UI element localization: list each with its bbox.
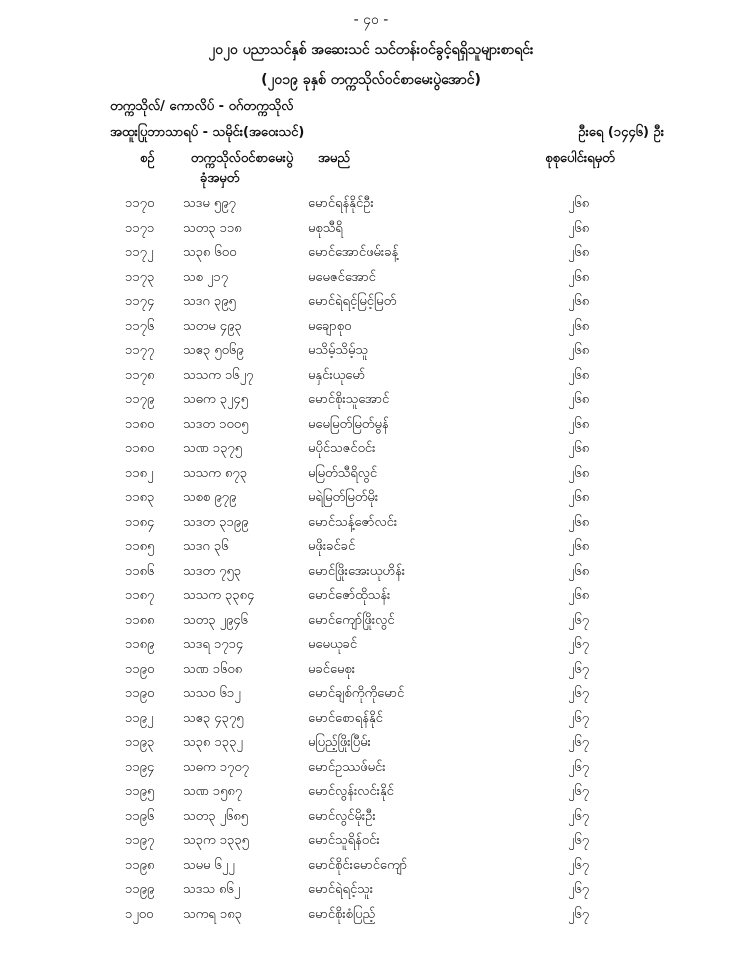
total-score: ၂၆၇ [568, 710, 590, 726]
table-row [0, 195, 742, 220]
total-score: ၂၆၇ [568, 808, 590, 824]
roll-number: သဒတ ၇၅၃ [183, 563, 242, 579]
table-row [0, 832, 742, 857]
total-score: ၂၆၈ [568, 392, 590, 407]
table-row [0, 391, 742, 416]
row-number: ၁၁၉၂ [125, 710, 154, 726]
student-name: မောင်စိုးသူအောင် [308, 392, 390, 407]
student-name: မောင်လွင်မိုးဦး [308, 808, 376, 824]
student-name: မောင်လွန်းလင်းနိုင် [308, 784, 394, 799]
document-title: ၂၀၂၀ ပညာသင်နှစ် အဆေးသင် သင်တန်းဝင်ခွင့်ရရှိသူများစာရင်း [208, 42, 534, 58]
student-name: မောင်စိုးစံပြည့် [308, 906, 376, 922]
row-number: ၁၁၈၉ [125, 637, 155, 652]
total-score: ၂၆၈ [568, 416, 590, 432]
student-name: မောင်ရဲရင့်မြင့်မြတ် [308, 294, 397, 309]
row-number: ၁၁၈၀ [125, 416, 155, 432]
document-subtitle: (၂၀၁၉ ခုနှစ် တက္ကသိုလ်ဝင်စာမေးပွဲအောင်) [261, 72, 481, 88]
student-name: မဖိုးခင်ခင် [308, 539, 356, 554]
student-name: မမြတ်သီရိလွင် [308, 465, 378, 481]
row-number: ၁၁၈၃ [125, 490, 155, 505]
roll-number: သဒသ ၈၆၂ [183, 882, 241, 897]
table-row [0, 685, 742, 710]
row-number: ၁၁၉၀ [125, 686, 155, 701]
total-score: ၂၆၇ [568, 882, 590, 897]
row-number: ၁၁၈၆ [125, 563, 155, 579]
table-row [0, 612, 742, 637]
total-score: ၂၆၈ [568, 343, 590, 358]
results-table [0, 195, 742, 930]
roll-number: သဒမ ၅၉၇ [183, 196, 236, 211]
table-row [0, 734, 742, 759]
table-row [0, 759, 742, 784]
total-score: ၂၆၇ [568, 686, 590, 701]
table-row [0, 489, 742, 514]
student-name: မောင်သန့်ဇော်လင်း [308, 514, 398, 530]
student-name: မောင်စိုင်းမောင်ကျော် [308, 857, 408, 873]
student-name: မပြည့်ဖြိုးပြီမ်း [308, 735, 371, 750]
total-score: ၂၆၈ [568, 269, 590, 285]
row-number: ၁၁၈၂ [125, 465, 154, 481]
roll-number: သဓက ၃၂၄၅ [183, 392, 249, 407]
total-score: ၂၆၈ [568, 563, 590, 579]
row-number: ၁၂၀၀ [125, 906, 154, 922]
total-score: ၂၆၈ [568, 514, 590, 530]
total-score: ၂၆၇ [568, 661, 590, 677]
table-row [0, 906, 742, 931]
roll-number: သဏ ၁၅၈၇ [183, 784, 243, 799]
total-score: ၂၆၈ [568, 539, 590, 554]
table-row [0, 269, 742, 294]
roll-number: သဓက ၁၇၀၇ [183, 759, 249, 775]
roll-number: သဒတ ၃၁၉၉ [183, 514, 249, 530]
total-score: ၂၆၇ [568, 784, 590, 799]
student-name: မောင်ကျော်ဖြိုးလွင် [308, 612, 395, 628]
table-row [0, 661, 742, 686]
total-score: ၂၆၇ [568, 735, 590, 750]
column-header-no: စဉ် [140, 151, 155, 166]
column-header-roll-no: တက္ကသိုလ်ဝင်စာမေးပွဲ [190, 151, 294, 166]
student-name: မောင်စောရန်နိုင် [308, 710, 383, 726]
quota-label: ဦးရေ (၁၄၄၆) ဦး [578, 125, 664, 140]
row-number: ၁၁၉၆ [125, 808, 155, 824]
row-number: ၁၁၉၈ [125, 857, 155, 873]
row-number: ၁၁၇၁ [125, 220, 155, 236]
total-score: ၂၆၈ [568, 196, 590, 211]
student-name: မနှင်းယုမော် [308, 367, 366, 383]
total-score: ၂၆၇ [568, 637, 590, 652]
row-number: ၁၁၉၄ [125, 759, 155, 775]
roll-number: သဒတ ၁၀၀၅ [183, 416, 249, 432]
roll-number: သကရ ၁၈၃ [183, 906, 242, 922]
row-number: ၁၁၉၀ [125, 661, 155, 677]
total-score: ၂၆၈ [568, 245, 590, 260]
row-number: ၁၁၇၈ [125, 367, 155, 383]
student-name: မသိမ့်သိမ့်သူ [308, 343, 368, 358]
roll-number: သ၃၈ ၁၃၃၂ [183, 735, 243, 750]
row-number: ၁၁၇၄ [125, 294, 155, 309]
column-header-score: စုစုပေါင်းရမှတ် [545, 151, 615, 166]
row-number: ၁၁၈၇ [125, 588, 155, 603]
stream-label: အထူးပြုဘာသာရပ် - သမိုင်း(အဝေးသင်) [110, 125, 305, 140]
roll-number: သတမ ၄၉၃ [183, 318, 242, 334]
roll-number: သ၃၈ ၆၀၀ [183, 245, 237, 260]
student-name: မောင်သူရိန်ဝင်း [308, 833, 380, 848]
total-score: ၂၆၇ [568, 759, 590, 775]
total-score: ၂၆၈ [568, 318, 590, 334]
table-row [0, 440, 742, 465]
row-number: ၁၁၇၃ [125, 269, 155, 285]
column-header-roll-no-line2: ခုံအမှတ် [200, 171, 240, 186]
table-row [0, 710, 742, 735]
student-name: မောင်ဥဿဖ်မင်း [308, 759, 386, 775]
roll-number: သဧ၃ ၄၃၇၅ [183, 710, 244, 726]
row-number: ၁၁၉၅ [125, 784, 155, 799]
roll-number: သတ၃ ၂၉၄၆ [183, 612, 248, 628]
table-row [0, 881, 742, 906]
row-number: ၁၁၇၆ [125, 318, 155, 334]
total-score: ၂၆၇ [568, 833, 590, 848]
table-row [0, 342, 742, 367]
total-score: ၂၆၈ [568, 220, 590, 236]
student-name: မောင်ရဲရင့်သူး [308, 882, 374, 897]
roll-number: သစစ ၉၇၉ [183, 490, 237, 505]
total-score: ၂၆၈ [568, 588, 590, 603]
student-name: မချောစုဝ [308, 318, 352, 334]
row-number: ၁၁၈၄ [125, 514, 155, 530]
student-name: မမေယုခင် [308, 637, 358, 652]
row-number: ၁၁၇၀ [125, 196, 155, 211]
roll-number: သသက ၁၆၂၇ [183, 367, 254, 383]
roll-number: သစ ၂၁၇ [183, 269, 229, 285]
roll-number: သဒရ ၁၇၁၄ [183, 637, 244, 652]
student-name: မစုသီရိ [308, 220, 343, 236]
roll-number: သမမ ၆၂၂ [183, 857, 235, 873]
exam-center-label: တက္ကသိုလ်/ ကောလိပ် - ဝဂ်တက္ကသိုလ် [110, 99, 294, 114]
student-name: မောင်ဖြိုးအေးယုဟိန်း [308, 563, 406, 579]
page-number: - ၄၀ - [353, 12, 389, 28]
student-name: မောင်ချစ်ကိုကိုမောင် [308, 686, 405, 701]
student-name: မရဲမြတ်မြတ်မိုး [308, 490, 379, 505]
roll-number: သသ၀ ၆၁၂ [183, 686, 241, 701]
roll-number: သဒဂ ၃၆ [183, 539, 229, 554]
table-row [0, 563, 742, 588]
total-score: ၂၆၇ [568, 857, 590, 873]
roll-number: သတ၃ ၂၆၈၅ [183, 808, 249, 824]
table-row [0, 465, 742, 490]
table-row [0, 636, 742, 661]
table-row [0, 587, 742, 612]
student-name: မောင်ရန်နိုင်ဦး [308, 196, 374, 211]
table-row [0, 808, 742, 833]
roll-number: သဧ၃ ၅၀၆၉ [183, 343, 244, 358]
table-row [0, 783, 742, 808]
row-number: ၁၁၉၇ [125, 833, 155, 848]
total-score: ၂၆၇ [568, 612, 590, 628]
table-row [0, 318, 742, 343]
total-score: ၂၆၈ [568, 294, 590, 309]
table-row [0, 857, 742, 882]
table-row [0, 538, 742, 563]
roll-number: သ၃က ၁၃၃၅ [183, 833, 249, 848]
table-row [0, 514, 742, 539]
total-score: ၂၆၇ [568, 906, 590, 922]
row-number: ၁၁၇၇ [125, 343, 155, 358]
table-row [0, 367, 742, 392]
row-number: ၁၁၉၃ [125, 735, 155, 750]
student-name: မောင်ဇော်ထိုသန်း [308, 588, 391, 603]
total-score: ၂၆၈ [568, 490, 590, 505]
roll-number: သသက ၈၇၃ [183, 465, 248, 481]
row-number: ၁၁၇၂ [125, 245, 154, 260]
student-name: မမေမြတ်မြတ်မွန် [308, 416, 389, 432]
roll-number: သသက ၃၃၈၄ [183, 588, 255, 603]
table-row [0, 220, 742, 245]
row-number: ၁၁၈၅ [125, 539, 155, 554]
student-name: မမေဇင်အောင် [308, 269, 376, 285]
total-score: ၂၆၈ [568, 367, 590, 383]
roll-number: သတ၃ ၁၁၈ [183, 220, 242, 236]
total-score: ၂၆၈ [568, 465, 590, 481]
student-name: မခင်မေစုး [308, 661, 356, 677]
row-number: ၁၁၈၈ [125, 612, 155, 628]
roll-number: သဒဂ ၃၉၅ [183, 294, 236, 309]
total-score: ၂၆၈ [568, 441, 590, 456]
student-name: မပိုင်သဇင်ဝင်း [308, 441, 376, 456]
row-number: ၁၁၉၉ [125, 882, 155, 897]
table-row [0, 244, 742, 269]
column-header-name: အမည် [318, 151, 350, 166]
student-name: မောင်အောင်ဖမ်းခန့် [308, 245, 399, 260]
table-row [0, 416, 742, 441]
row-number: ၁၁၇၉ [125, 392, 155, 407]
roll-number: သဏ ၁၃၇၅ [183, 441, 243, 456]
table-row [0, 293, 742, 318]
row-number: ၁၁၈၀ [125, 441, 155, 456]
roll-number: သဏ ၁၆၀၈ [183, 661, 243, 677]
